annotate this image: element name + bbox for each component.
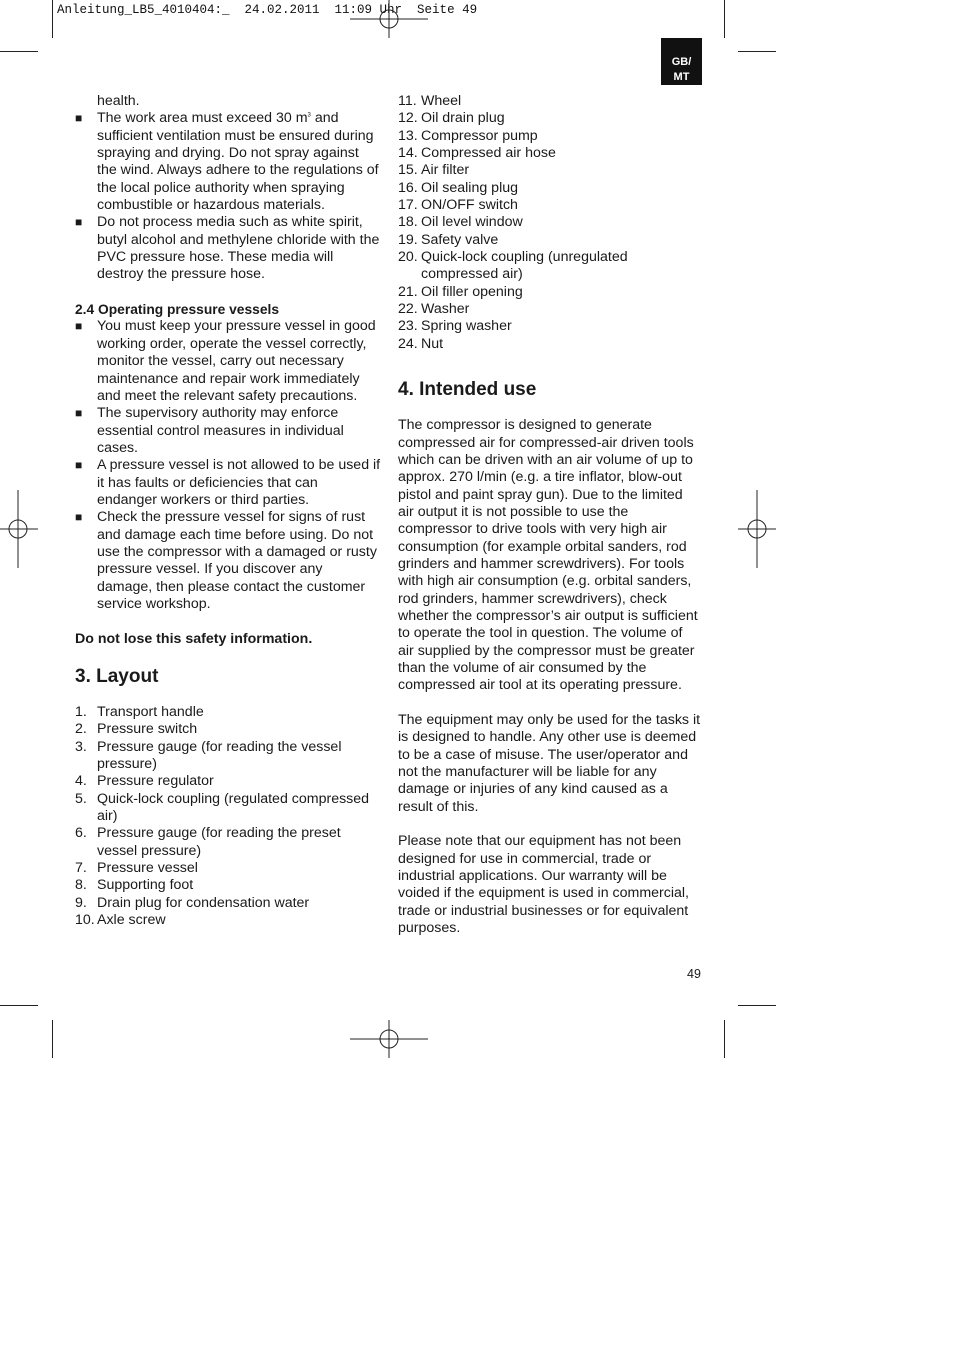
list-item: 15. Air filter — [398, 162, 470, 179]
safety-note: Do not lose this safety information. — [75, 630, 313, 647]
list-item: 3. Pressure gauge (for reading the vessel pressure) — [75, 738, 342, 773]
list-item: 6. Pressure gauge (for reading the preset vessel pressure) — [75, 825, 341, 859]
layout-heading: 3. Layout — [75, 666, 159, 687]
intended-use-paragraph-1: The compressor is designed to generate compressed air for compressed-air driven tools which can be driven with an air volume of up to approx. 270 l/min (e.g. a tire inflator, blow-out pistol and paint spray gun). Due to the limited air output it is not possible to use the compressor to drive tools with very high air consumption (for example orbital sanders, rod grinders and hammer screwdrivers). For tools with high air consumption (e.g. orbital sanders, rod grinders, hammer screwdrivers), check whether the compressor’s air output is sufficient to operate the tool in question. The volume of air supplied by the compressor must be greater than the volume of air consumed by the compressed air tool at its operating pressure. — [398, 417, 698, 694]
list-item: 14. Compressed air hose — [398, 145, 556, 162]
bullet-square-icon: ■ — [75, 406, 83, 421]
list-item: 4. Pressure regulator — [75, 773, 214, 790]
bullet-item: ■ The supervisory authority may enforce essential control measures in individual cases. — [75, 405, 344, 456]
list-item: 19. Safety valve — [398, 231, 499, 248]
print-slug: Anleitung_LB5_4010404:_ 24.02.2011 11:09 Uhr Seite 49 — [57, 3, 478, 17]
list-item: 23. Spring washer — [398, 318, 512, 335]
list-item: 21. Oil filler opening — [398, 283, 523, 300]
intended-use-paragraph-3: Please note that our equipment has not been designed for use in commercial, trade or industrial applications. Our warranty will be voided if the equipment is used in commercial, trade or industrial businesses or for equivalent purposes. — [398, 833, 689, 937]
bullet-square-icon: ■ — [75, 111, 83, 126]
language-tab-line2: MT — [673, 71, 690, 83]
registration-mark-bottom — [350, 1020, 428, 1060]
list-item: 10. Axle screw — [75, 912, 166, 929]
bullet-square-icon: ■ — [75, 215, 83, 230]
bullet-item: ■ Check the pressure vessel for signs of rust and damage each time before using. Do not use the compressor with a damaged or rusty pressure vessel. If you discover any damage, then please contact the customer service workshop. — [75, 509, 377, 612]
list-item: 7. Pressure vessel — [75, 860, 198, 877]
section-2-4-heading: 2.4 Operating pressure vessels — [75, 302, 279, 318]
list-item: 2. Pressure switch — [75, 721, 198, 738]
list-item: 22. Washer — [398, 301, 470, 318]
list-item: 12. Oil drain plug — [398, 110, 505, 127]
list-item: 13. Compressor pump — [398, 127, 538, 144]
list-item: 5. Quick-lock coupling (regulated compressed air) — [75, 790, 370, 825]
list-item: 16. Oil sealing plug — [398, 179, 519, 196]
bullet-item: ■ You must keep your pressure vessel in good working order, operate the vessel correctly, monitor the vessel, carry out necessary maintenance and repair work immediately and meet the relevant safety precautions. — [75, 318, 376, 404]
bullet-item: ■ The work area must exceed 30 $m^3$ and sufficient ventilation must be ensured during spraying and drying. Do not spray against the wind. Always adhere to the regulations of the local police authority when spraying combustible or hazardous materials. — [75, 110, 379, 214]
bullet-square-icon: ■ — [75, 458, 83, 473]
list-item: 11. Wheel — [398, 93, 462, 109]
continued-text: health. — [97, 93, 140, 109]
list-item: 17. ON/OFF switch — [398, 197, 518, 214]
list-item: 1. Transport handle — [75, 704, 204, 720]
registration-mark-right — [738, 490, 776, 568]
registration-mark-left — [0, 490, 38, 568]
layout-list-right — [398, 93, 702, 353]
language-tab-line1: GB/ — [671, 56, 692, 68]
intended-use-paragraph-2: The equipment may only be used for the tasks it is designed to handle. Any other use is deemed to be a case of misuse. The user/operator and not the manufacturer will be liable for any damage or injuries of any kind caused as a result of this. — [398, 712, 701, 815]
list-item: 18. Oil level window — [398, 214, 523, 231]
bullet-square-icon: ■ — [75, 319, 83, 334]
bullet-square-icon: ■ — [75, 510, 83, 525]
bullet-item: ■ Do not process media such as white spirit, butyl alcohol and methylene chloride with the PVC pressure hose. These media will destroy the pressure hose. — [75, 214, 380, 283]
registration-mark-top — [350, 0, 428, 40]
list-item: 24. Nut — [398, 335, 444, 352]
layout-list-left — [75, 704, 381, 929]
list-item: 20. Quick-lock coupling (unregulated compressed air) — [398, 249, 628, 283]
right-column — [398, 93, 702, 937]
language-tab — [661, 38, 702, 85]
bullet-item: ■ A pressure vessel is not allowed to be used if it has faults or deficiencies that can endanger workers or third parties. — [75, 457, 381, 508]
page-number: 49 — [687, 967, 701, 981]
list-item: 8. Supporting foot — [75, 877, 194, 894]
left-column — [75, 93, 381, 929]
intended-use-heading: 4. Intended use — [398, 379, 537, 401]
list-item: 9. Drain plug for condensation water — [75, 894, 310, 911]
